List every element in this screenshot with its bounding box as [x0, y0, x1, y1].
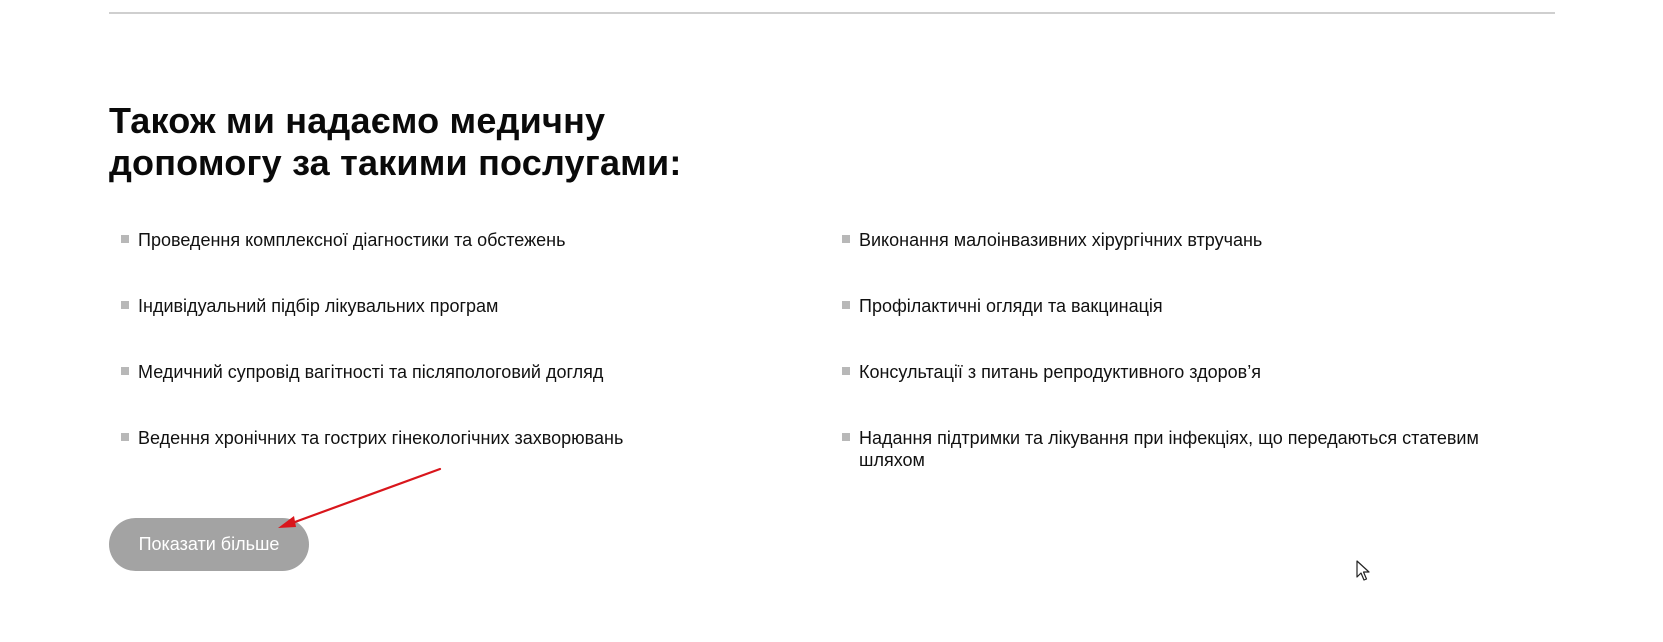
section-title-line-2: допомогу за такими послугами: [109, 142, 682, 183]
square-bullet-icon [121, 367, 129, 375]
service-item-label: Надання підтримки та лікування при інфекціях, що передаються статевим шляхом [859, 428, 1479, 470]
square-bullet-icon [121, 235, 129, 243]
service-item-label: Індивідуальний підбір лікувальних програм [138, 296, 499, 316]
square-bullet-icon [121, 301, 129, 309]
section-title-line-1: Також ми надаємо медичну [109, 100, 606, 141]
square-bullet-icon [842, 235, 850, 243]
service-item [842, 229, 1542, 295]
service-item [842, 361, 1542, 427]
service-item-label: Консультації з питань репродуктивного здоров’я [859, 362, 1261, 382]
section-title [109, 100, 749, 184]
service-item-label: Медичний супровід вагітності та післяпологовий догляд [138, 362, 604, 382]
show-more-button[interactable] [109, 518, 309, 571]
service-item [121, 229, 801, 295]
top-divider [109, 12, 1555, 14]
service-item-label: Профілактичні огляди та вакцинація [859, 296, 1163, 316]
show-more-label: Показати більше [138, 534, 280, 554]
service-item [121, 361, 801, 427]
service-item [842, 427, 1542, 493]
square-bullet-icon [842, 367, 850, 375]
mouse-pointer-icon [1356, 560, 1372, 582]
service-item [121, 427, 801, 493]
square-bullet-icon [842, 433, 850, 441]
service-item [842, 295, 1542, 361]
square-bullet-icon [842, 301, 850, 309]
square-bullet-icon [121, 433, 129, 441]
service-item-label: Ведення хронічних та гострих гінекологічних захворювань [138, 428, 624, 448]
service-item-label: Проведення комплексної діагностики та обстежень [138, 230, 566, 250]
service-item [121, 295, 801, 361]
services-list-right [842, 229, 1542, 493]
services-list-left [121, 229, 801, 493]
service-item-label: Виконання малоінвазивних хірургічних втручань [859, 230, 1263, 250]
